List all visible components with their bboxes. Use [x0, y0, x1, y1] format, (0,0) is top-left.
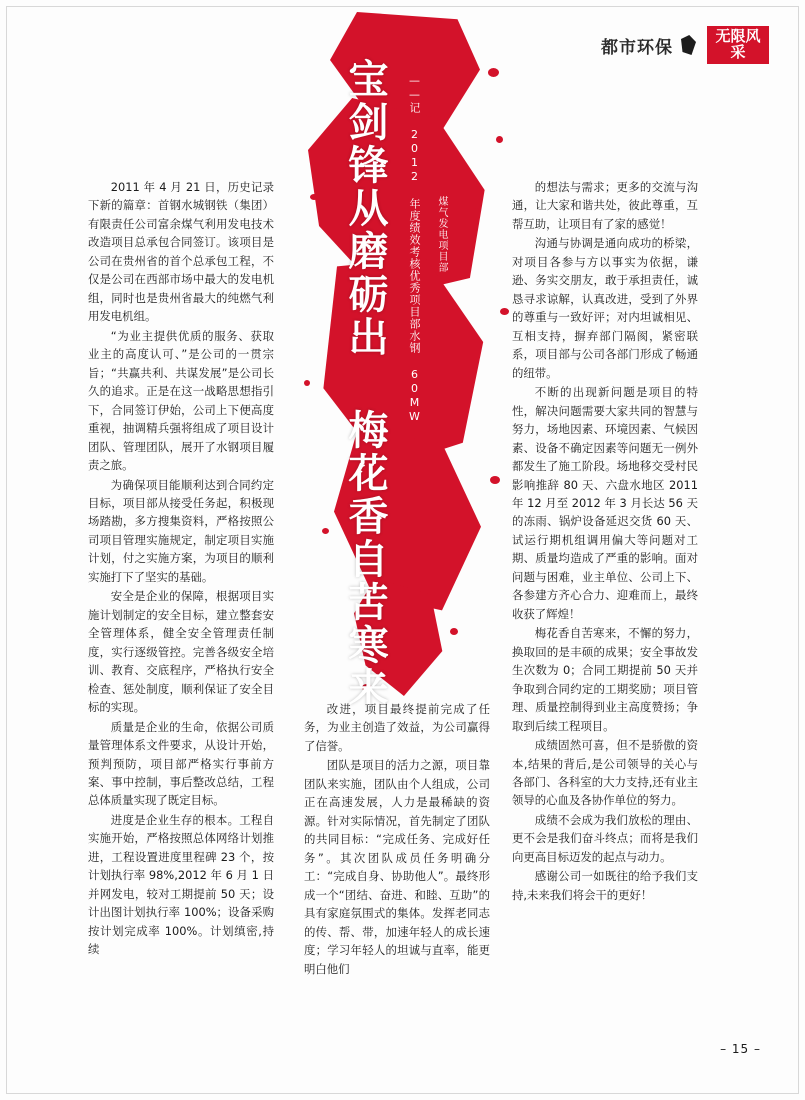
paragraph: 不断的出现新问题是项目的特性，解决问题需要大家共同的智慧与努力，场地因素、环境因素、气候因素、设备不确定因素等问题无一例外都发生了施工阶段。场地移交受村民影响推辞 80 天、六盘水地区 2011 年 12 月至 2012 年 3 月长达 56 天的冻雨、锅炉设备延迟交货 60 天、试运行期机组调用偏大等问题对工期、质量均造成了严重的影响。面对问题与困难，业主单位、公司上下、各参建方齐心合力、迎难而上，最终收获了辉煌！	[512, 385, 698, 621]
paragraph: 的想法与需求；更多的交流与沟通，让大家和谐共处，彼此尊重，互帮互助，让项目有了家的感觉！	[512, 180, 698, 231]
paragraph: 感谢公司一如既往的给予我们支持,未来我们将会干的更好！	[512, 869, 698, 902]
body-column-3	[512, 178, 698, 905]
ink-splatter	[490, 476, 500, 484]
paragraph: 为确保项目能顺利达到合同约定目标，项目部从接受任务起，积极现场踏勘，多方搜集资料，严格按照公司项目管理实施规定，制定项目实施计划，付之实施方案，为项目的顺利实施打下了坚实的基础。	[88, 477, 274, 584]
paragraph: 梅花香自苦寒来，不懈的努力，换取回的是丰硕的成果；安全事故发生次数为 0；合同工期提前 50 天并争取到合同约定的工期奖励；项目管理、质量控制得到业主高度赞扬；争取到后续工程项目。	[512, 626, 698, 733]
masthead	[601, 26, 769, 64]
masthead-logo: 无限风采	[707, 26, 769, 64]
masthead-title: 都市环保	[601, 37, 673, 58]
ink-splatter	[474, 208, 479, 213]
article-subheadline: ——记 2012 年度绩效考核优秀项目部水钢 60MW	[408, 74, 421, 424]
ink-splatter	[500, 308, 509, 315]
paragraph: 安全是企业的保障，根据项目实施计划制定的安全目标，建立整套安全管理体系，健全安全管理责任制度，实行逐级管控。完善各级安全培训、教育、交底程序，严格执行安全检查、惩处制度，顺利保证了安全目标的实现。	[88, 589, 274, 715]
paragraph: 沟通与协调是通向成功的桥梁，对项目各参与方以事实为依据，谦逊、务实交朋友，敢于承担责任，诚恳寻求谅解，认真改进，受到了外界的尊重与一致好评；对内坦诚相见、互相支持，摒弃部门隔阂，紧密联系，项目部与公司各部门形成了畅通的纽带。	[512, 236, 698, 380]
ink-splatter	[310, 194, 318, 200]
bird-mark-icon	[679, 32, 701, 58]
page-number: – 15 –	[720, 1042, 761, 1056]
body-column-2	[304, 700, 490, 979]
ink-splatter	[304, 380, 310, 386]
ink-splatter	[450, 628, 458, 635]
paragraph: 质量是企业的生命，依据公司质量管理体系文件要求，从设计开始，预判预防，项目部严格实行事前方案、事中控制，事后整改总结，工程总体质量实现了既定目标。	[88, 719, 274, 808]
paragraph: 改进，项目最终提前完成了任务，为业主创造了效益，为公司赢得了信誉。	[304, 702, 490, 753]
paragraph: 成绩不会成为我们放松的理由、更不会是我们奋斗终点；而将是我们向更高目标迈发的起点与动力。	[512, 812, 698, 864]
paragraph: 团队是项目的活力之源，项目靠团队来实施，团队由个人组成，公司正在高速发展，人力是最稀缺的资源。针对实际情况，首先制定了团队的共同目标：“完成任务、完成好任务”。其次团队成员任务明确分工：“完成自身、协助他人”。最终形成一个“团结、奋进、和睦、互助”的具有家庭氛围式的集体。发挥老同志的传、帮、带，加速年轻人的成长速度；学习年轻人的坦诚与直率，能更明白他们	[304, 758, 490, 976]
paragraph: 2011 年 4 月 21 日，历史记录下新的篇章：首钢水城钢铁（集团）有限责任公司富余煤气利用发电技术改造项目总承包合同签订。该项目是公司在贵州省的首个总承包工程，不仅是公司在西部市场中最大的发电机组，同时也是贵州省最大的纯燃气利用发电机组。	[88, 180, 274, 324]
ink-splatter	[496, 136, 503, 143]
body-column-1	[88, 178, 274, 960]
paragraph: “为业主提供优质的服务、获取业主的高度认可、”是公司的一贯宗旨；“共赢共利、共谋发展”是公司长久的追求。正是在这一战略思想指引下，合同签订伊始，公司上下便高度重视，抽调精兵强将组成了项目设计团队、管理团队，展开了水钢项目履责之旅。	[88, 328, 274, 473]
paragraph: 成绩固然可喜，但不是骄傲的资本,结果的背后,是公司领导的关心与各部门、各科室的大力支持,还有业主领导的心血及各协作单位的努力。	[512, 738, 698, 808]
paragraph: 进度是企业生存的根本。工程自实施开始，严格按照总体网络计划推进，工程设置进度里程碑 23 个，按计划执行率 98%,2012 年 6 月 1 日并网发电，较对工期提前 50 天；设计出图计划执行率 100%；设备采购按计划完成率 100%。计划缜密,持续	[88, 812, 274, 957]
article-headline: 宝剑锋从磨砺出 梅花香自苦寒来	[342, 58, 389, 710]
article-subheadline-secondary: 煤气发电项目部	[436, 196, 447, 273]
ink-splatter	[488, 68, 499, 77]
